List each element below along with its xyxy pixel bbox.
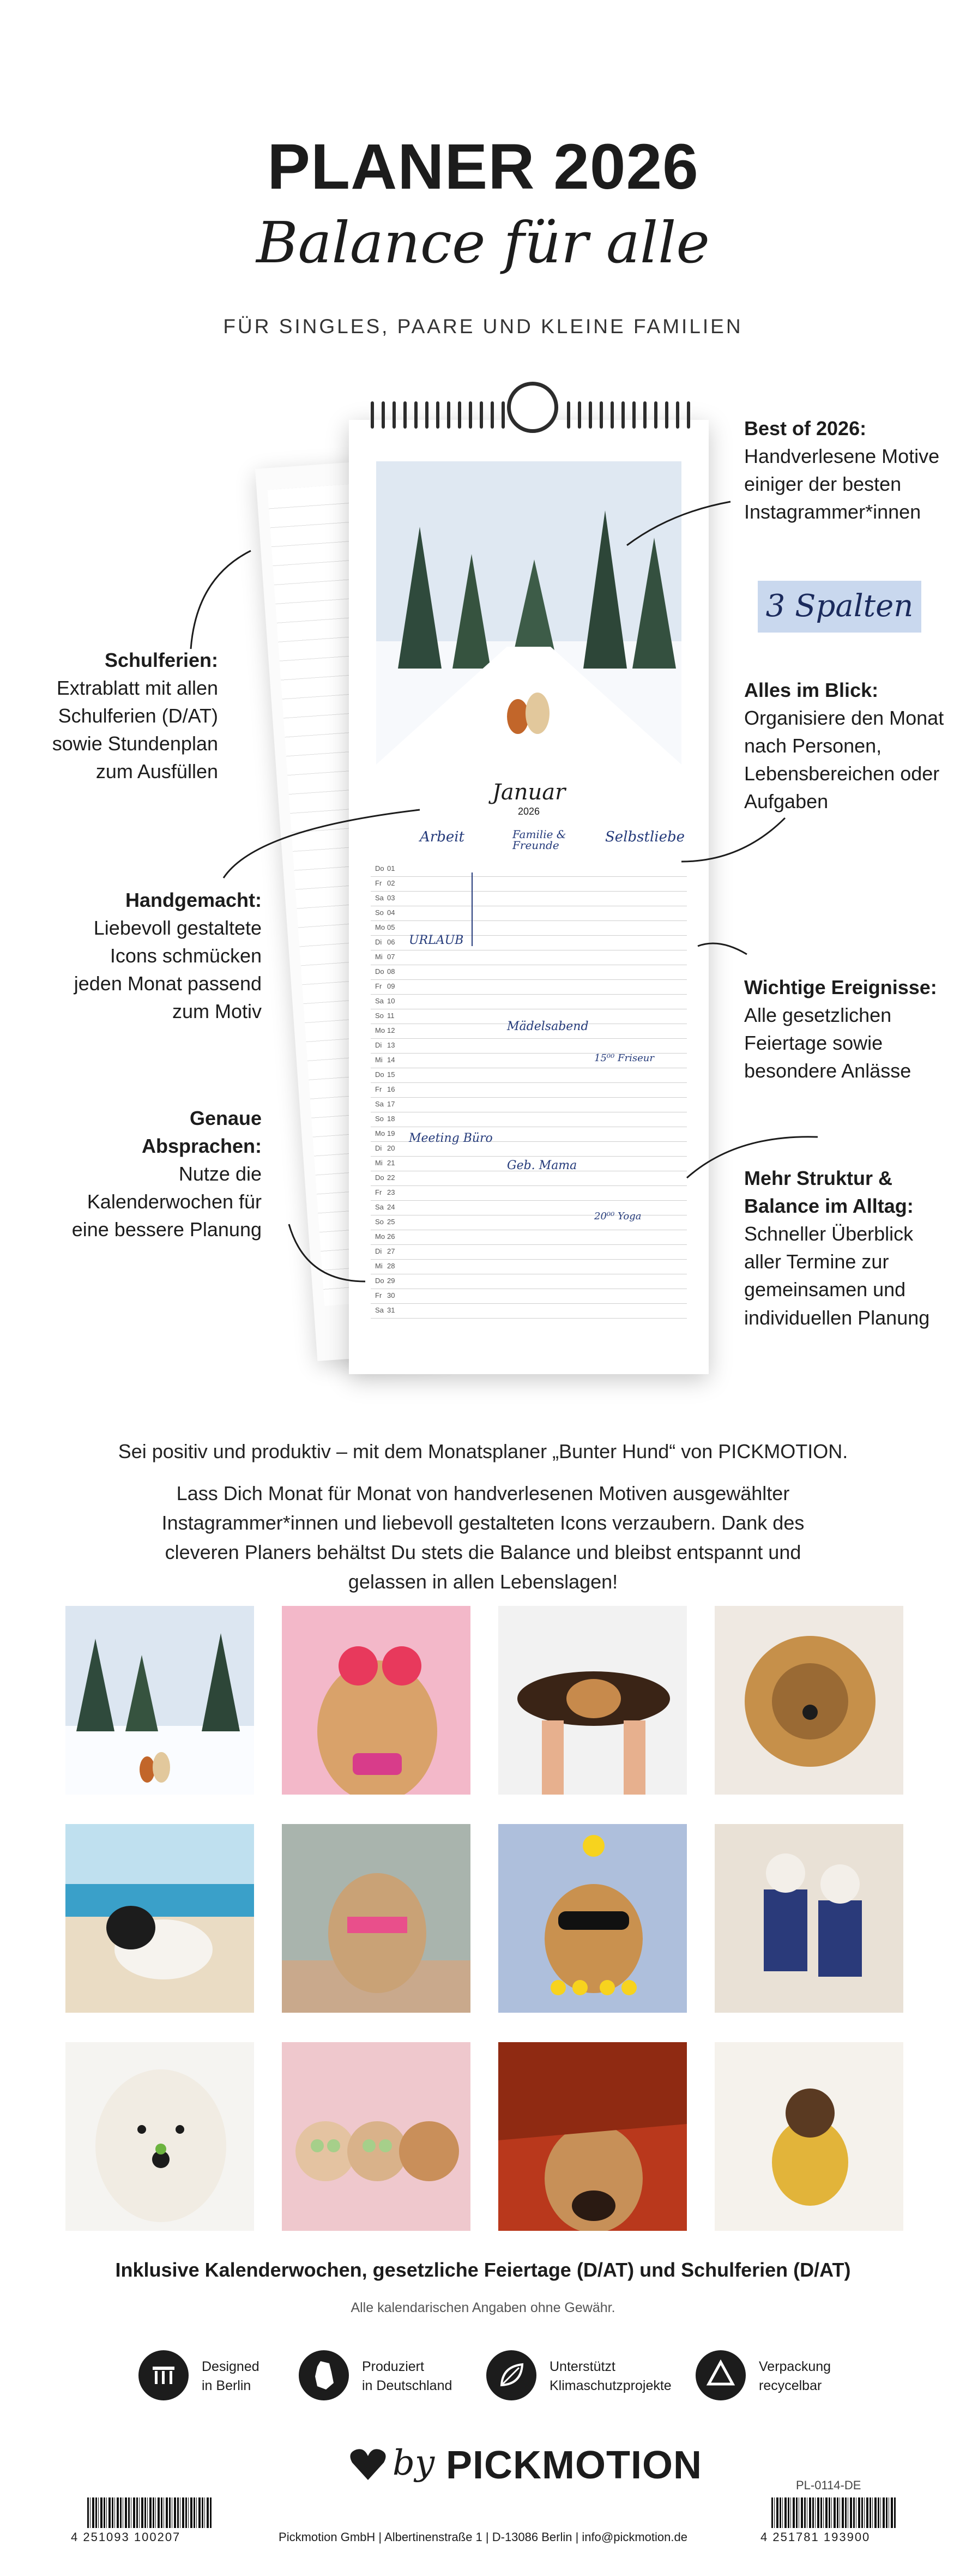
callout-school-holidays [33,646,218,786]
day-number: 04 [387,908,395,917]
day-number: 17 [387,1100,395,1108]
callout-agreements [65,1104,262,1244]
callout-events-title: Wichtige Ereignisse: [744,976,937,998]
day-label: Mi [375,953,383,961]
entry-girls-night: Mädelsabend [507,1020,589,1033]
day-number: 10 [387,997,395,1005]
day-label: So [375,1115,384,1123]
day-number: 25 [387,1218,395,1226]
badge-climate-line1: Unterstützt [550,2359,615,2374]
page-title: PLANER 2026 [267,131,699,203]
logo-brand: PICKMOTION [446,2443,702,2487]
day-label: Sa [375,1203,384,1211]
badge-designed-line2: in Berlin [202,2378,251,2393]
day-label: Mo [375,1129,385,1137]
grid-image-white-dog [65,2042,254,2231]
day-number: 24 [387,1203,395,1211]
badge-climate-line2: Klimaschutzprojekte [550,2378,672,2393]
day-number: 08 [387,967,395,976]
badge-produced-line1: Produziert [362,2359,424,2374]
callout-events-text: Alle gesetzlichen Feiertage sowie besondere Anlässe [744,1004,911,1082]
callout-school-holidays-text: Extrablatt mit allen Schulferien (D/AT) sowie Stundenplan zum Ausfüllen [52,677,218,783]
day-number: 31 [387,1306,395,1314]
grid-image-tinsel-dachshund [715,2042,903,2231]
tagline: FÜR SINGLES, PAARE UND KLEINE FAMILIEN [223,315,743,338]
day-label: Di [375,1247,382,1255]
grid-image-sunglasses-dog [498,1824,687,2013]
day-number: 23 [387,1188,395,1196]
day-number: 29 [387,1277,395,1285]
day-label: Fr [375,1085,382,1093]
day-label: Mo [375,1026,385,1034]
badge-recyclable-line1: Verpackung [759,2359,831,2374]
day-number: 15 [387,1070,395,1079]
grid-image-sailor-dogs [715,1824,903,2013]
day-label: Mi [375,1159,383,1167]
grid-image-dachshund-held [498,1606,687,1795]
day-label: Di [375,1041,382,1049]
callout-overview [744,676,951,816]
callout-events [744,973,951,1085]
day-label: Mo [375,1232,385,1241]
day-label: Sa [375,1100,384,1108]
callout-best-of-text: Handverlesene Motive einiger der besten Instagrammer*innen [744,445,940,523]
day-number: 28 [387,1262,395,1270]
barcode-left [87,2497,213,2528]
day-number: 20 [387,1144,395,1152]
day-number: 26 [387,1232,395,1241]
day-label: Do [375,1070,384,1079]
callout-handmade-text: Liebevoll gestaltete Icons schmücken jeden Monat passend zum Motiv [74,917,262,1023]
entry-office-meeting: Meeting Büro [409,1131,493,1145]
badge-designed [202,2357,259,2396]
logo-by: by [393,2443,435,2483]
day-number: 18 [387,1115,395,1123]
entry-hairdresser: 15⁰⁰ Friseur [594,1052,654,1064]
day-label: Fr [375,1188,382,1196]
day-number: 06 [387,938,395,946]
page-subtitle: Balance für alle [256,209,710,276]
heart-icon [349,2447,387,2485]
column-heading-self: Selbstliebe [605,829,685,845]
callout-structure-title: Mehr Struktur & Balance im Alltag: [744,1167,914,1218]
day-label: Sa [375,997,384,1005]
column-heading-family: Familie & Freunde [512,828,566,852]
recycle-icon [696,2350,746,2400]
three-columns-tag-label: 3 Spalten [765,588,914,624]
barcode-right-digits: 4 251781 193900 [760,2530,871,2544]
day-number: 21 [387,1159,395,1167]
day-label: Di [375,938,382,946]
callout-best-of-title: Best of 2026: [744,417,867,440]
day-number: 16 [387,1085,395,1093]
grid-image-pride-dog [282,1824,470,2013]
inclusive-text: Inklusive Kalenderwochen, gesetzliche Feiertage (D/AT) und Schulferien (D/AT) [115,2259,851,2281]
day-label: Do [375,1277,384,1285]
day-label: Sa [375,1306,384,1314]
day-label: So [375,908,384,917]
company-address: Pickmotion GmbH | Albertinenstraße 1 | D-13086 Berlin | info@pickmotion.de [279,2530,687,2544]
three-columns-tag [758,581,921,633]
callout-overview-text: Organisiere den Monat nach Personen, Lebensbereichen oder Aufgaben [744,707,944,813]
grid-image-snow-dogs [65,1606,254,1795]
day-label: Mi [375,1056,383,1064]
grid-image-heart-glasses-dog [282,1606,470,1795]
callout-agreements-text: Nutze die Kalenderwochen für eine bessere Planung [71,1163,262,1241]
day-number: 14 [387,1056,395,1064]
grid-image-spa-dogs [282,2042,470,2231]
callout-best-of [744,414,951,526]
day-number: 07 [387,953,395,961]
day-label: Do [375,1173,384,1182]
callout-school-holidays-title: Schulferien: [104,649,218,671]
month-year: 2026 [517,806,540,817]
day-number: 02 [387,879,395,887]
disclaimer-text: Alle kalendarischen Angaben ohne Gewähr. [351,2300,615,2315]
intro-paragraph: Lass Dich Monat für Monat von handverlesenen Motiven ausgewählter Instagrammer*innen und liebevoll gestalteten Icons verzaubern. Dank des cleveren Planers behältst Du stets die Balance und bleibst entspannt und gelassen in allen Lebenslagen! [161,1482,805,1593]
grid-image-fluffy-dog [715,1606,903,1795]
grid-image-leaves-dog [498,2042,687,2231]
badge-recyclable-line2: recycelbar [759,2378,822,2393]
entry-vacation: URLAUB [409,934,464,947]
day-number: 09 [387,982,395,990]
callout-agreements-title: Genaue Absprachen: [141,1107,262,1158]
day-label: Do [375,967,384,976]
day-number: 13 [387,1041,395,1049]
day-label: Mo [375,923,385,931]
day-number: 05 [387,923,395,931]
day-label: Do [375,864,384,872]
day-number: 19 [387,1129,395,1137]
day-label: Fr [375,1291,382,1299]
callout-structure [744,1164,951,1332]
barcode-right [771,2497,897,2528]
intro-line: Sei positiv und produktiv – mit dem Monatsplaner „Bunter Hund“ von PICKMOTION. [118,1440,848,1462]
day-label: Mi [375,1262,383,1270]
leaf-icon [486,2350,536,2400]
day-label: So [375,1012,384,1020]
brandenburg-gate-icon [138,2350,189,2400]
badge-climate [550,2357,672,2396]
badge-produced [362,2357,452,2396]
callout-handmade-title: Handgemacht: [125,889,262,911]
day-label: So [375,1218,384,1226]
day-label: Sa [375,894,384,902]
grid-image-beach-dog [65,1824,254,2013]
day-number: 12 [387,1026,395,1034]
day-label: Fr [375,879,382,887]
callout-overview-title: Alles im Blick: [744,679,879,701]
day-number: 27 [387,1247,395,1255]
product-code: PL-0114-DE [796,2478,861,2492]
day-number: 01 [387,864,395,872]
entry-mom-birthday: Geb. Mama [507,1159,577,1172]
day-number: 03 [387,894,395,902]
day-label: Di [375,1144,382,1152]
callout-structure-text: Schneller Überblick aller Termine zur gemeinsamen und individuellen Planung [744,1223,930,1329]
badge-recyclable [759,2357,831,2396]
germany-map-icon [299,2350,349,2400]
badge-produced-line2: in Deutschland [362,2378,452,2393]
day-number: 11 [387,1012,395,1020]
month-title: Januar [492,780,566,805]
badge-designed-line1: Designed [202,2359,259,2374]
day-number: 30 [387,1291,395,1299]
entry-yoga: 20⁰⁰ Yoga [594,1211,642,1222]
day-label: Fr [375,982,382,990]
column-heading-work: Arbeit [420,829,464,845]
callout-handmade [65,886,262,1026]
barcode-left-digits: 4 251093 100207 [71,2530,181,2544]
day-number: 22 [387,1173,395,1182]
